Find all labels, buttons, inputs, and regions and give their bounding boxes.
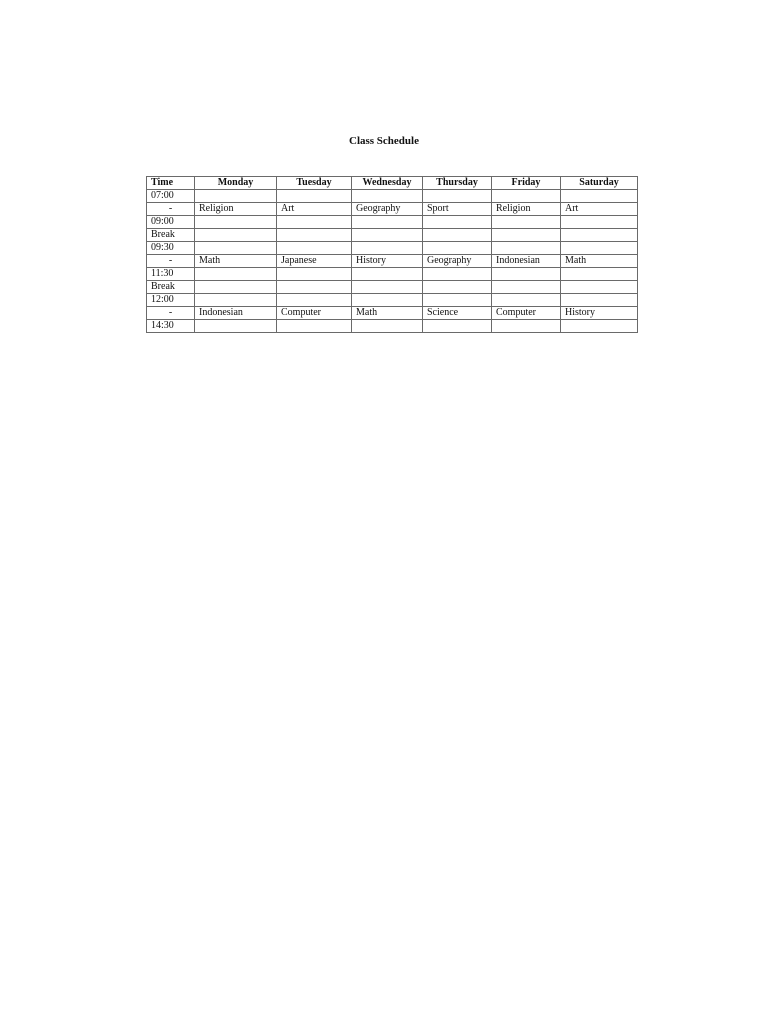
class-cell (561, 294, 638, 307)
class-cell (277, 229, 352, 242)
class-cell: Art (561, 203, 638, 216)
table-row (147, 307, 638, 320)
column-header-tuesday: Tuesday (277, 177, 352, 190)
class-cell (195, 320, 277, 333)
class-cell (277, 281, 352, 294)
time-cell: Break (147, 229, 195, 242)
class-cell (352, 190, 423, 203)
class-cell (277, 268, 352, 281)
header-row (147, 177, 638, 190)
class-cell: Math (195, 255, 277, 268)
class-cell (423, 268, 492, 281)
class-cell (195, 190, 277, 203)
class-cell (561, 242, 638, 255)
class-cell (492, 320, 561, 333)
class-cell: Sport (423, 203, 492, 216)
class-cell (492, 229, 561, 242)
table-row (147, 268, 638, 281)
class-cell: Art (277, 203, 352, 216)
class-cell: Religion (195, 203, 277, 216)
class-cell (277, 216, 352, 229)
column-header-time: Time (147, 177, 195, 190)
table-row (147, 216, 638, 229)
class-cell (492, 294, 561, 307)
class-cell (352, 216, 423, 229)
class-cell (195, 216, 277, 229)
column-header-friday: Friday (492, 177, 561, 190)
class-cell (277, 320, 352, 333)
time-cell: 14:30 (147, 320, 195, 333)
column-header-thursday: Thursday (423, 177, 492, 190)
class-cell (423, 320, 492, 333)
class-cell (423, 281, 492, 294)
class-cell: Computer (277, 307, 352, 320)
class-cell (195, 242, 277, 255)
time-cell: 07:00 (147, 190, 195, 203)
time-cell: 12:00 (147, 294, 195, 307)
class-cell (277, 294, 352, 307)
table-row (147, 242, 638, 255)
table-row (147, 203, 638, 216)
table-row (147, 281, 638, 294)
class-cell (352, 294, 423, 307)
column-header-saturday: Saturday (561, 177, 638, 190)
time-cell: - (147, 307, 195, 320)
table-row (147, 320, 638, 333)
class-cell: Japanese (277, 255, 352, 268)
time-cell: - (147, 203, 195, 216)
class-cell (277, 190, 352, 203)
time-cell: - (147, 255, 195, 268)
class-cell: Math (352, 307, 423, 320)
class-cell: Geography (423, 255, 492, 268)
class-cell (492, 242, 561, 255)
class-cell (561, 216, 638, 229)
class-cell (352, 242, 423, 255)
class-cell: Geography (352, 203, 423, 216)
class-cell: Indonesian (195, 307, 277, 320)
class-cell (492, 268, 561, 281)
class-cell (352, 320, 423, 333)
class-cell (423, 229, 492, 242)
table-row (147, 190, 638, 203)
class-cell: History (561, 307, 638, 320)
class-cell (561, 281, 638, 294)
time-cell: 09:00 (147, 216, 195, 229)
class-cell (561, 229, 638, 242)
class-cell (492, 190, 561, 203)
table-row (147, 294, 638, 307)
time-cell: 11:30 (147, 268, 195, 281)
class-cell (195, 281, 277, 294)
class-cell (195, 229, 277, 242)
class-cell: History (352, 255, 423, 268)
class-cell (423, 216, 492, 229)
page-title: Class Schedule (349, 135, 419, 147)
class-schedule-table (146, 176, 638, 333)
class-cell (352, 268, 423, 281)
class-cell: Math (561, 255, 638, 268)
class-cell (423, 294, 492, 307)
class-cell (195, 294, 277, 307)
column-header-wednesday: Wednesday (352, 177, 423, 190)
class-cell (492, 216, 561, 229)
time-cell: 09:30 (147, 242, 195, 255)
class-cell (561, 190, 638, 203)
class-cell: Computer (492, 307, 561, 320)
time-cell: Break (147, 281, 195, 294)
column-header-monday: Monday (195, 177, 277, 190)
class-cell (352, 229, 423, 242)
table-row (147, 229, 638, 242)
class-cell (195, 268, 277, 281)
class-cell (561, 268, 638, 281)
class-cell (561, 320, 638, 333)
class-cell (492, 281, 561, 294)
class-cell: Indonesian (492, 255, 561, 268)
table-row (147, 255, 638, 268)
class-cell: Religion (492, 203, 561, 216)
class-cell (277, 242, 352, 255)
class-cell (352, 281, 423, 294)
class-cell: Science (423, 307, 492, 320)
class-cell (423, 242, 492, 255)
class-cell (423, 190, 492, 203)
